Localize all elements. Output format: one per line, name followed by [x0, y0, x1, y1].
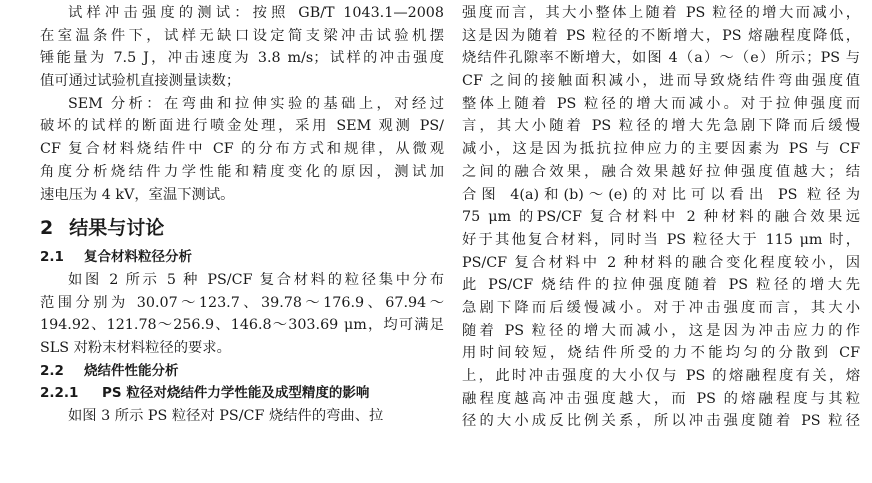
body-text-line: 径的大小成反比例关系，所以冲击强度随着 PS 粒径	[462, 413, 860, 430]
body-text-line: 融程度越高冲击强度越大，而 PS 的熔融程度与其粒	[462, 390, 860, 407]
section-number: 2	[40, 217, 54, 240]
body-text-line: SEM 分析：在弯曲和拉伸实验的基础上，对经过	[68, 95, 444, 112]
body-text-line: 这是因为随着 PS 粒径的不断增大，PS 熔融程度降低，	[462, 27, 860, 44]
body-text-line: 75 μm 的PS/CF 复合材料中 2 种材料的融合效果远	[462, 209, 860, 226]
body-text-line: 破坏的试样的断面进行喷金处理，采用 SEM 观测 PS/	[40, 118, 444, 135]
body-text-line: CF 之间的接触面积减小，进而导致烧结件弯曲强度值	[462, 73, 860, 90]
subsubsection-title: PS 粒径对烧结件力学性能及成型精度的影响	[102, 385, 370, 402]
body-text-line: 好于其他复合材料，同时当 PS 粒径大于 115 μm 时，	[462, 231, 860, 248]
body-text-line: 范围分别为 30.07～123.7、39.78～176.9、67.94～	[40, 294, 444, 311]
subsection-title: 复合材料粒径分析	[84, 249, 192, 266]
body-text-line: 锤能量为 7.5 J，冲击速度为 3.8 m/s；试样的冲击强度	[40, 50, 444, 67]
subsection-heading	[40, 246, 444, 269]
subsubsection-heading	[40, 382, 444, 405]
body-text-line: 此 PS/CF 烧结件的拉伸强度随着 PS 粒径的增大先	[462, 277, 860, 294]
body-text-line: 值可通过试验机直接测量读数；	[40, 73, 241, 90]
body-text-line: 上，此时冲击强度的大小仅与 PS 的熔融程度有关，熔	[462, 368, 860, 384]
body-text-line: 合图 4(a)和(b)～(e)的对比可以看出 PS 粒径为	[462, 186, 860, 203]
body-text-line: 减小，这是因为抵抗拉伸应力的主要因素为 PS 与 CF	[462, 141, 860, 158]
body-text-line: CF 复合材料烧结件中 CF 的分布方式和规律，从微观	[40, 141, 444, 158]
section-title: 结果与讨论	[69, 217, 165, 240]
body-text-line: 整体上随着 PS 粒径的增大而减小。对于拉伸强度而	[462, 95, 860, 112]
left-column	[40, 2, 444, 428]
body-text-line: 如图 3 所示 PS 粒径对 PS/CF 烧结件的弯曲、拉	[68, 408, 384, 424]
subsection-heading	[40, 360, 444, 383]
body-text-line: 试样冲击强度的测试：按照 GB/T 1043.1—2008	[68, 5, 444, 21]
right-column	[462, 2, 860, 433]
subsubsection-number: 2.2.1	[40, 385, 79, 402]
section-heading	[40, 210, 444, 246]
body-text-line: 194.92、121.78～256.9、146.8～303.69 μm，均可满足	[40, 317, 444, 334]
subsection-number: 2.2	[40, 362, 64, 379]
body-text-line: 烧结件孔隙率不断增大，如图 4（a）～（e）所示；PS 与	[462, 50, 860, 67]
body-text-line: SLS 对粉末材料粒径的要求。	[40, 339, 231, 356]
body-text-line: 随着 PS 粒径的增大而减小，这是因为冲击应力的作	[462, 322, 860, 339]
body-text-line: 角度分析烧结件力学性能和精度变化的原因，测试加	[40, 163, 444, 180]
subsection-title: 烧结件性能分析	[84, 362, 179, 379]
body-text-line: 在室温条件下，试样无缺口设定简支梁冲击试验机摆	[40, 27, 444, 44]
body-text-line: 如图 2 所示 5 种 PS/CF 复合材料的粒径集中分布	[68, 271, 444, 288]
body-text-line: 强度而言，其大小整体上随着 PS 粒径的增大而减小，	[462, 5, 860, 21]
body-text-line: 速电压为 4 kV，室温下测试。	[40, 186, 235, 203]
body-text-line: PS/CF 复合材料中 2 种材料的融合变化程度较小，因	[462, 254, 860, 271]
body-text-line: 用时间较短，烧结件所受的力不能均匀的分散到 CF	[462, 345, 860, 362]
body-text-line: 言，其大小随着 PS 粒径的增大先急剧下降而后缓慢	[462, 118, 860, 135]
subsection-number: 2.1	[40, 249, 64, 266]
body-text-line: 急剧下降而后缓慢减小。对于冲击强度而言，其大小	[462, 299, 860, 316]
body-text-line: 之间的融合效果，融合效果越好拉伸强度值越大；结	[462, 163, 860, 180]
